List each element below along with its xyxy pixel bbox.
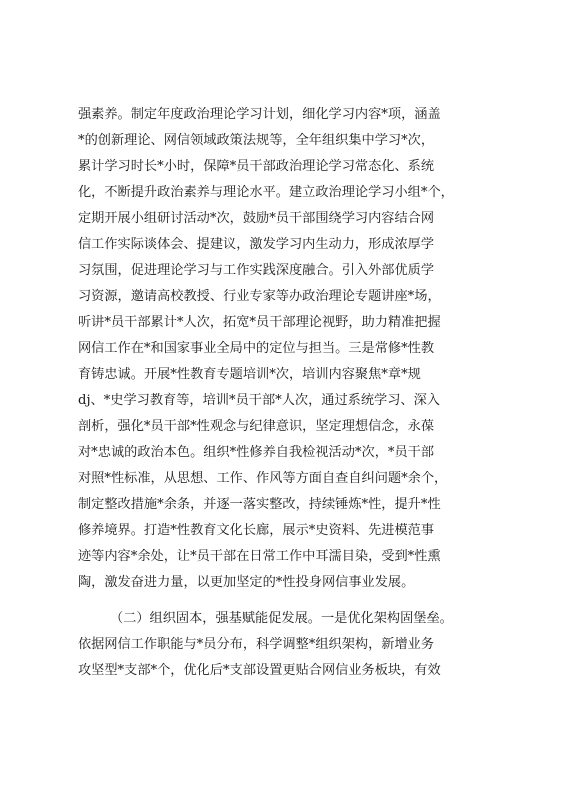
text-line: 陶，激发奋进力量，以更加坚定的*性投身网信事业发展。 [78,575,415,590]
text-line: 修养境界。打造*性教育文化长廊，展示*史资料、先进模范事 [78,523,435,538]
text-line: 对照*性标准，从思想、工作、作风等方面自查自纠问题*余个， [78,471,448,486]
text-line: 强素养。制定年度政治理论学习计划，细化学习内容*项，涵盖 [78,107,441,122]
text-line: 网信工作在*和国家事业全局中的定位与担当。三是常修*性教 [78,341,435,356]
text-line: 攻坚型*支部*个，优化后*支部设置更贴合网信业务板块，有效 [78,663,441,678]
section-heading-line: （二）组织固本，强基赋能促发展。一是优化架构固堡垒。 [110,611,453,626]
text-line: 习氛围，促进理论学习与工作实践深度融合。引入外部优质学 [78,263,435,278]
text-line: 信工作实际谈体会、提建议，激发学习内生动力，形成浓厚学 [78,237,435,252]
text-line: 听讲*员干部累计*人次，拓宽*员干部理论视野，助力精准把握 [78,315,441,330]
text-line: *的创新理论、网信领域政策法规等，全年组织集中学习*次， [78,133,435,148]
text-line: 累计学习时长*小时，保障*员干部政治理论学习常态化、系统 [78,159,435,174]
text-line: 定期开展小组研讨活动*次，鼓励*员干部围绕学习内容结合网 [78,211,435,226]
text-line: 对*忠诚的政治本色。组织*性修养自我检视活动*次，*员干部 [78,445,435,460]
text-line: 化，不断提升政治素养与理论水平。建立政治理论学习小组*个， [78,185,454,200]
text-line: 习资源，邀请高校教授、行业专家等办政治理论专题讲座*场， [78,289,441,304]
text-line: dj、*史学习教育等，培训*员干部*人次，通过系统学习、深入 [78,393,440,408]
text-line: 迹等内容*余处，让*员干部在日常工作中耳濡目染，受到*性熏 [78,549,441,564]
text-line: 依据网信工作职能与*员分布，科学调整*组织架构，新增业务 [78,637,435,652]
text-line: 制定整改措施*余条，并逐一落实整改，持续锤炼*性，提升*性 [78,497,441,512]
text-line: 剖析，强化*员干部*性观念与纪律意识，坚定理想信念，永葆 [78,419,435,434]
text-line: 育铸忠诚。开展*性教育专题培训*次，培训内容聚焦*章*规 [78,367,421,382]
